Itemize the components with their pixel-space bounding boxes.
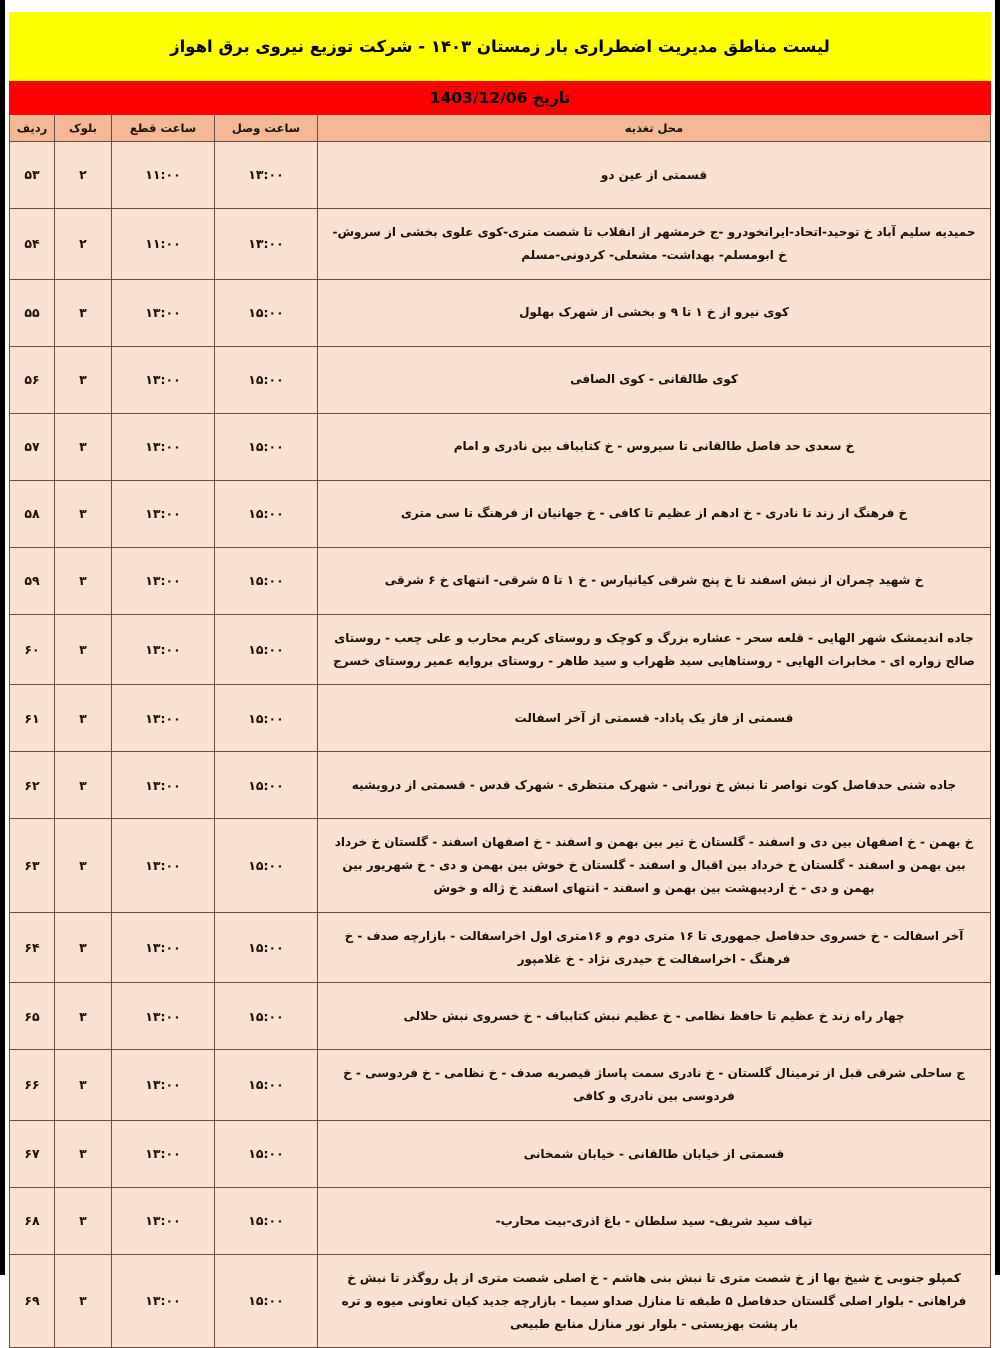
cell-radif: ۵۷ <box>10 413 55 480</box>
table-row <box>10 547 991 614</box>
cell-restore-time: ۱۵:۰۰ <box>215 685 318 752</box>
cell-block: ۳ <box>55 346 112 413</box>
cell-block: ۳ <box>55 413 112 480</box>
cell-outage-time: ۱۳:۰۰ <box>112 1121 215 1188</box>
cell-restore-time: ۱۵:۰۰ <box>215 983 318 1050</box>
cell-outage-time: ۱۳:۰۰ <box>112 685 215 752</box>
cell-restore-time: ۱۵:۰۰ <box>215 1121 318 1188</box>
cell-radif: ۶۰ <box>10 614 55 685</box>
column-header-block: بلوک <box>55 115 112 142</box>
cell-restore-time: ۱۵:۰۰ <box>215 819 318 912</box>
cell-supply-location: قسمتی از خیابان طالقانی - خیابان شمخانی <box>318 1121 991 1188</box>
cell-radif: ۵۴ <box>10 209 55 280</box>
cell-restore-time: ۱۵:۰۰ <box>215 614 318 685</box>
outage-schedule-table <box>9 115 991 1348</box>
cell-block: ۳ <box>55 1255 112 1348</box>
cell-supply-location: جاده شنی حدفاصل کوت نواصر تا نبش خ نورانی - شهرک منتظری - شهرک قدس - قسمتی از درویشیه <box>318 752 991 819</box>
cell-outage-time: ۱۳:۰۰ <box>112 346 215 413</box>
cell-block: ۳ <box>55 1188 112 1255</box>
table-row <box>10 752 991 819</box>
table-row <box>10 1050 991 1121</box>
cell-radif: ۶۶ <box>10 1050 55 1121</box>
table-row <box>10 819 991 912</box>
cell-supply-location: حمیدیه سلیم آباد خ توحید-اتحاد-ایرانخودرو -ج خرمشهر از انقلاب تا شصت متری-کوی علوی بخشی از سروش-خ ابومسلم- بهداشت- مشعلی- کردونی-مسلم <box>318 209 991 280</box>
table-row <box>10 142 991 209</box>
cell-block: ۲ <box>55 209 112 280</box>
cell-radif: ۶۱ <box>10 685 55 752</box>
table-row <box>10 614 991 685</box>
page-title: لیست مناطق مدیریت اضطراری بار زمستان ۱۴۰۳ - شرکت توزیع نیروی برق اهواز <box>9 12 991 81</box>
cell-block: ۳ <box>55 547 112 614</box>
cell-restore-time: ۱۵:۰۰ <box>215 752 318 819</box>
cell-restore-time: ۱۵:۰۰ <box>215 1255 318 1348</box>
cell-supply-location: خ بهمن - خ اصفهان بین دی و اسفند - گلستان خ تیر بین بهمن و اسفند - خ اصفهان اسفند - گلستان خ خرداد بین بهمن و اسفند - گلستان خ خرداد بین اقبال و اسفند - گلستان خ خوش بین بهمن و دی - خ شهریور بین بهمن و دی - خ اردیبهشت بین بهمن و اسفند - انتهای اسفند خ ژاله و خوش <box>318 819 991 912</box>
table-row <box>10 413 991 480</box>
cell-outage-time: ۱۱:۰۰ <box>112 142 215 209</box>
cell-restore-time: ۱۵:۰۰ <box>215 480 318 547</box>
table-row <box>10 685 991 752</box>
date-label: تاریخ <box>532 88 571 107</box>
cell-restore-time: ۱۳:۰۰ <box>215 142 318 209</box>
cell-outage-time: ۱۳:۰۰ <box>112 983 215 1050</box>
cell-radif: ۶۸ <box>10 1188 55 1255</box>
column-header-supply-location: محل تغذیه <box>318 115 991 142</box>
cell-block: ۳ <box>55 614 112 685</box>
cell-outage-time: ۱۳:۰۰ <box>112 1255 215 1348</box>
table-row <box>10 912 991 983</box>
cell-block: ۳ <box>55 1050 112 1121</box>
column-header-restore-time: ساعت وصل <box>215 115 318 142</box>
cell-block: ۳ <box>55 279 112 346</box>
cell-radif: ۵۹ <box>10 547 55 614</box>
cell-radif: ۶۳ <box>10 819 55 912</box>
cell-restore-time: ۱۵:۰۰ <box>215 1050 318 1121</box>
cell-outage-time: ۱۱:۰۰ <box>112 209 215 280</box>
cell-block: ۳ <box>55 685 112 752</box>
cell-restore-time: ۱۵:۰۰ <box>215 547 318 614</box>
cell-restore-time: ۱۵:۰۰ <box>215 346 318 413</box>
cell-outage-time: ۱۳:۰۰ <box>112 1188 215 1255</box>
cell-block: ۳ <box>55 912 112 983</box>
cell-radif: ۶۲ <box>10 752 55 819</box>
table-body <box>10 142 991 1348</box>
cell-radif: ۶۹ <box>10 1255 55 1348</box>
cell-supply-location: خ فرهنگ از زند تا نادری - خ ادهم از عظیم تا کافی - خ جهانیان از فرهنگ تا سی متری <box>318 480 991 547</box>
cell-supply-location: کوی طالقانی - کوی الصافی <box>318 346 991 413</box>
document-body <box>9 12 991 1348</box>
cell-restore-time: ۱۵:۰۰ <box>215 912 318 983</box>
table-row <box>10 480 991 547</box>
cell-outage-time: ۱۳:۰۰ <box>112 819 215 912</box>
cell-supply-location: جاده اندیمشک شهر الهایی - قلعه سحر - عشاره بزرگ و کوچک و روستای کریم محارب و علی چعب - روستای صالح زواره ای - مخابرات الهایی - روستاهایی سید ظهراب و سید طاهر - روستای بروایه عمیر روستای خسرج <box>318 614 991 685</box>
cell-radif: ۵۳ <box>10 142 55 209</box>
table-row <box>10 1255 991 1348</box>
cell-outage-time: ۱۳:۰۰ <box>112 547 215 614</box>
table-row <box>10 983 991 1050</box>
cell-outage-time: ۱۳:۰۰ <box>112 614 215 685</box>
table-row <box>10 209 991 280</box>
cell-outage-time: ۱۳:۰۰ <box>112 279 215 346</box>
cell-outage-time: ۱۳:۰۰ <box>112 480 215 547</box>
table-header <box>10 115 991 142</box>
cell-restore-time: ۱۳:۰۰ <box>215 209 318 280</box>
cell-supply-location: کمپلو جنوبی خ شیخ بها از خ شصت متری تا نبش بنی هاشم - خ اصلی شصت متری از پل روگذر تا نبش خ فراهانی - بلوار اصلی گلستان حدفاصل ۵ طبقه تا منازل صداو سیما - بازارچه جدید کیان تعاونی میوه و تره بار پشت بهزیستی - بلوار نور منازل منابع طبیعی <box>318 1255 991 1348</box>
date-bar <box>9 81 991 115</box>
cell-block: ۳ <box>55 819 112 912</box>
cell-supply-location: کوی نیرو از خ ۱ تا ۹ و بخشی از شهرک بهلول <box>318 279 991 346</box>
cell-block: ۳ <box>55 752 112 819</box>
cell-block: ۳ <box>55 983 112 1050</box>
cell-supply-location: خ سعدی حد فاصل طالقانی تا سیروس - خ کتابباف بین نادری و امام <box>318 413 991 480</box>
cell-restore-time: ۱۵:۰۰ <box>215 279 318 346</box>
cell-radif: ۶۴ <box>10 912 55 983</box>
cell-radif: ۶۷ <box>10 1121 55 1188</box>
column-header-radif: ردیف <box>10 115 55 142</box>
cell-supply-location: قسمتی از عین دو <box>318 142 991 209</box>
table-row <box>10 1188 991 1255</box>
cell-supply-location: ج ساحلی شرقی قبل از ترمینال گلستان - خ نادری سمت پاساژ قیصریه صدف - خ نظامی - خ فردوسی - خ فردوسی بین نادری و کافی <box>318 1050 991 1121</box>
cell-supply-location: قسمتی از فاز یک پاداد- قسمتی از آخر اسفالت <box>318 685 991 752</box>
cell-block: ۲ <box>55 142 112 209</box>
cell-radif: ۶۵ <box>10 983 55 1050</box>
cell-radif: ۵۵ <box>10 279 55 346</box>
column-header-outage-time: ساعت قطع <box>112 115 215 142</box>
cell-radif: ۵۶ <box>10 346 55 413</box>
cell-block: ۳ <box>55 480 112 547</box>
cell-outage-time: ۱۳:۰۰ <box>112 912 215 983</box>
cell-block: ۳ <box>55 1121 112 1188</box>
cell-outage-time: ۱۳:۰۰ <box>112 413 215 480</box>
table-row <box>10 346 991 413</box>
cell-supply-location: چهار راه زند خ عظیم تا حافظ نظامی - خ عظیم نبش کتابباف - خ خسروی نبش حلالی <box>318 983 991 1050</box>
cell-supply-location: خ شهید چمران از نبش اسفند تا خ پنج شرقی کیانپارس - خ ۱ تا ۵ شرقی- انتهای خ ۶ شرقی <box>318 547 991 614</box>
date-value: 1403/12/06 <box>429 88 528 107</box>
cell-outage-time: ۱۳:۰۰ <box>112 752 215 819</box>
cell-restore-time: ۱۵:۰۰ <box>215 413 318 480</box>
cell-supply-location: تپاف سید شریف- سید سلطان - باغ اذری-بیت محارب- <box>318 1188 991 1255</box>
cell-outage-time: ۱۳:۰۰ <box>112 1050 215 1121</box>
table-row <box>10 1121 991 1188</box>
cell-supply-location: آخر اسفالت - خ خسروی حدفاصل جمهوری تا ۱۶ متری دوم و ۱۶متری اول اخراسفالت - بازارچه صدف - خ فرهنگ - اخراسفالت خ حیدری نژاد - خ غلامپور <box>318 912 991 983</box>
cell-restore-time: ۱۵:۰۰ <box>215 1188 318 1255</box>
cell-radif: ۵۸ <box>10 480 55 547</box>
table-header-row <box>10 115 991 142</box>
table-row <box>10 279 991 346</box>
